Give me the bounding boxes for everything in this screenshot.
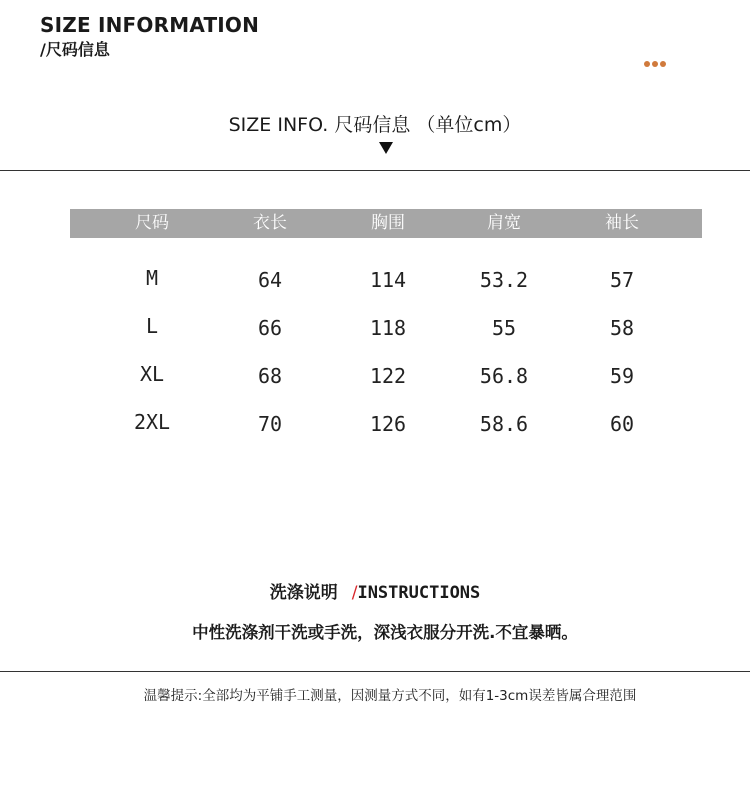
table-cell: 56.8 <box>479 364 529 388</box>
measurement-note: 温馨提示:全部均为平铺手工测量，因测量方式不同，如有1-3cm误差皆属合理范围 <box>143 688 637 704</box>
header-cell-length: 衣长 <box>253 213 287 233</box>
table-cell: 70 <box>257 412 283 436</box>
header-cell-chest: 胸围 <box>371 213 405 233</box>
divider-top <box>0 170 750 171</box>
header-title-en: SIZE INFORMATION <box>40 13 260 37</box>
table-cell: 66 <box>257 316 283 340</box>
header-cell-size: 尺码 <box>135 213 169 233</box>
table-cell: 60 <box>609 412 635 436</box>
table-cell: 57 <box>609 268 635 292</box>
instructions-title-cn: 洗涤说明 <box>269 583 338 603</box>
table-cell: 53.2 <box>479 268 529 292</box>
header-cell-sleeve: 袖长 <box>605 213 639 233</box>
table-cell: L <box>145 314 159 338</box>
divider-bottom <box>0 671 750 672</box>
table-cell: 59 <box>609 364 635 388</box>
size-table-header <box>70 209 702 238</box>
table-cell: 126 <box>369 412 407 436</box>
table-cell: 118 <box>369 316 407 340</box>
table-cell: 2XL <box>133 410 171 434</box>
more-dots-icon <box>644 61 666 67</box>
instructions-title-en: INSTRUCTIONS <box>357 583 481 603</box>
table-cell: 68 <box>257 364 283 388</box>
washing-instructions: 中性洗涤剂干洗或手洗，深浅衣服分开洗.不宜暴晒。 <box>192 623 578 642</box>
table-cell: 64 <box>257 268 283 292</box>
table-cell: M <box>145 266 159 290</box>
header-title-cn: /尺码信息 <box>40 40 110 59</box>
down-arrow-icon <box>379 142 393 154</box>
table-cell: XL <box>139 362 165 386</box>
table-cell: 122 <box>369 364 407 388</box>
instructions-slash: / <box>351 583 358 603</box>
instructions-title <box>0 578 750 603</box>
table-cell: 114 <box>369 268 407 292</box>
header-cell-shoulder: 肩宽 <box>487 213 521 233</box>
table-cell: 58.6 <box>479 412 529 436</box>
table-cell: 55 <box>491 316 517 340</box>
table-cell: 58 <box>609 316 635 340</box>
size-info-title: SIZE INFO. 尺码信息 （单位cm） <box>228 114 522 136</box>
